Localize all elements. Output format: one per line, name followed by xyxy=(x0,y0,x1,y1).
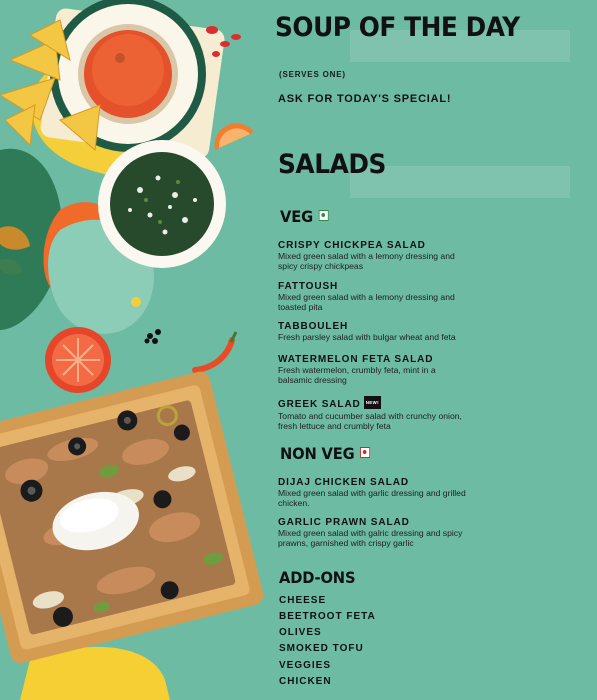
item-name: DIJAJ CHICKEN SALAD xyxy=(278,477,410,488)
item-name: CRISPY CHICKPEA SALAD xyxy=(278,240,426,251)
nonveg-heading xyxy=(280,444,370,463)
chilli xyxy=(195,340,232,370)
addon-item: SMOKED TOFU xyxy=(279,643,364,654)
menu-item xyxy=(278,281,518,312)
salads-title: SALADS xyxy=(278,149,386,180)
item-description: Mixed green salad with a lemony dressing and spicy crispy chickpeas xyxy=(278,251,455,271)
veg-heading xyxy=(280,207,329,226)
item-name: WATERMELON FETA SALAD xyxy=(278,354,434,365)
item-name: FATTOUSH xyxy=(278,281,339,292)
serves-note: (SERVES ONE) xyxy=(279,70,346,79)
addon-item: OLIVES xyxy=(279,627,322,638)
item-description: Fresh parsley salad with bulgar wheat and feta xyxy=(278,332,456,342)
item-description: Fresh watermelon, crumbly feta, mint in a balsamic dressing xyxy=(278,365,436,385)
item-name: GARLIC PRAWN SALAD xyxy=(278,517,410,528)
nonveg-heading-label: NON VEG xyxy=(280,444,355,463)
item-description: Tomato and cucumber salad with crunchy onion, fresh lettuce and crumbly feta xyxy=(278,411,462,431)
tomato-slice xyxy=(45,327,111,393)
yellow-dot xyxy=(131,297,141,307)
veg-heading-label: VEG xyxy=(280,207,313,226)
menu-item xyxy=(278,240,518,271)
item-name: TABBOULEH xyxy=(278,321,349,332)
menu-item xyxy=(278,517,518,548)
veg-symbol-icon xyxy=(319,210,329,221)
salad-tray xyxy=(0,370,265,666)
addon-item: BEETROOT FETA xyxy=(279,611,376,622)
soup-title: SOUP OF THE DAY xyxy=(275,12,520,43)
soup-dish xyxy=(39,0,225,160)
menu-item xyxy=(278,477,518,508)
special-note: ASK FOR TODAY'S SPECIAL! xyxy=(278,93,452,105)
item-description: Mixed green salad with galric dressing and spicy prawns, garnished with crispy garlic xyxy=(278,528,463,548)
black-dots xyxy=(145,329,162,344)
new-badge: NEW! xyxy=(364,396,381,409)
item-description: Mixed green salad with a lemony dressing and toasted pita xyxy=(278,292,455,312)
food-artwork xyxy=(0,0,270,700)
addon-item: VEGGIES xyxy=(279,660,332,671)
non-veg-symbol-icon xyxy=(360,447,370,458)
addon-item: CHICKEN xyxy=(279,676,332,687)
orange-slice xyxy=(214,123,254,150)
herb-bowl xyxy=(98,140,226,268)
addon-item: CHEESE xyxy=(279,595,327,606)
menu-item xyxy=(278,321,518,343)
item-description: Mixed green salad with garlic dressing and grilled chicken. xyxy=(278,488,466,508)
item-name: GREEK SALAD NEW! xyxy=(278,398,518,411)
menu-item xyxy=(278,354,518,385)
addons-heading: ADD-ONS xyxy=(279,568,356,587)
menu-item xyxy=(278,398,518,431)
